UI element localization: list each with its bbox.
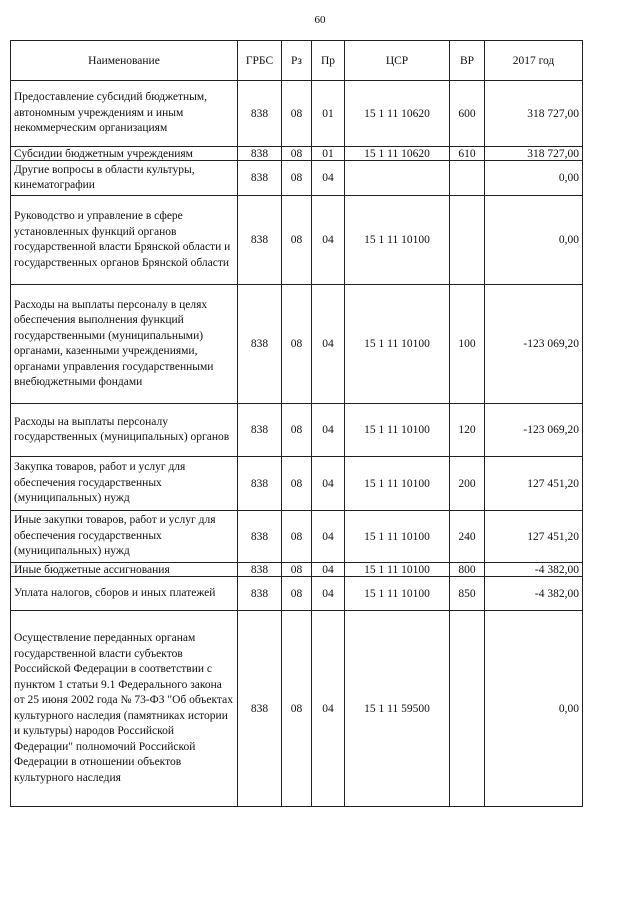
row-pr: 01 — [312, 81, 345, 147]
row-csr: 15 1 11 59500 — [345, 611, 450, 807]
row-name: Другие вопросы в области культуры, кинематографии — [11, 161, 238, 196]
row-pr: 04 — [312, 577, 345, 611]
row-vr — [450, 196, 485, 285]
row-amount: 0,00 — [485, 196, 583, 285]
header-rz: Рз — [282, 41, 312, 81]
table-row — [11, 404, 583, 457]
row-rz: 08 — [282, 285, 312, 404]
row-rz: 08 — [282, 611, 312, 807]
row-csr: 15 1 11 10620 — [345, 147, 450, 161]
header-grbs: ГРБС — [238, 41, 282, 81]
row-vr: 800 — [450, 563, 485, 577]
table-row — [11, 611, 583, 807]
table-row — [11, 511, 583, 563]
row-grbs: 838 — [238, 457, 282, 511]
row-rz: 08 — [282, 196, 312, 285]
table-row — [11, 285, 583, 404]
row-amount: -123 069,20 — [485, 404, 583, 457]
row-amount: 0,00 — [485, 611, 583, 807]
table-row — [11, 577, 583, 611]
row-rz: 08 — [282, 81, 312, 147]
budget-table — [10, 40, 583, 807]
page-number: 60 — [314, 14, 326, 26]
row-csr: 15 1 11 10620 — [345, 81, 450, 147]
row-vr: 100 — [450, 285, 485, 404]
row-name: Иные бюджетные ассигнования — [11, 563, 238, 577]
row-vr — [450, 611, 485, 807]
row-vr: 850 — [450, 577, 485, 611]
row-csr: 15 1 11 10100 — [345, 511, 450, 563]
row-grbs: 838 — [238, 404, 282, 457]
row-vr: 120 — [450, 404, 485, 457]
row-name: Расходы на выплаты персоналу в целях обеспечения выполнения функций государственными (муниципальными) органами, казенными учреждениями, органами управления государственными внебюджетными фондами — [11, 285, 238, 404]
row-amount: -4 382,00 — [485, 563, 583, 577]
header-name: Наименование — [11, 41, 238, 81]
row-pr: 01 — [312, 147, 345, 161]
row-amount: 0,00 — [485, 161, 583, 196]
row-vr: 600 — [450, 81, 485, 147]
row-grbs: 838 — [238, 147, 282, 161]
row-rz: 08 — [282, 563, 312, 577]
row-csr: 15 1 11 10100 — [345, 457, 450, 511]
table-row — [11, 196, 583, 285]
row-rz: 08 — [282, 404, 312, 457]
row-grbs: 838 — [238, 577, 282, 611]
row-name: Закупка товаров, работ и услуг для обеспечения государственных (муниципальных) нужд — [11, 457, 238, 511]
row-pr: 04 — [312, 457, 345, 511]
row-pr: 04 — [312, 511, 345, 563]
row-name: Осуществление переданных органам государственной власти субъектов Российской Федерации в соответствии с пунктом 1 статьи 9.1 Федерального закона от 25 июня 2002 года № 73-ФЗ "Об объектах культурного наследия (памятниках истории и культуры) народов Российской Федерации" полномочий Российской Федерации в отношении объектов культурного наследия — [11, 611, 238, 807]
row-grbs: 838 — [238, 81, 282, 147]
row-grbs: 838 — [238, 196, 282, 285]
row-name: Субсидии бюджетным учреждениям — [11, 147, 238, 161]
row-name: Руководство и управление в сфере установленных функций органов государственной власти Брянской области и государственных органов Брянской области — [11, 196, 238, 285]
row-amount: -4 382,00 — [485, 577, 583, 611]
row-csr: 15 1 11 10100 — [345, 404, 450, 457]
row-vr: 240 — [450, 511, 485, 563]
row-rz: 08 — [282, 511, 312, 563]
table-row — [11, 457, 583, 511]
table-row — [11, 161, 583, 196]
header-vr: ВР — [450, 41, 485, 81]
row-name: Предоставление субсидий бюджетным, автономным учреждениям и иным некоммерческим организациям — [11, 81, 238, 147]
row-csr: 15 1 11 10100 — [345, 577, 450, 611]
row-csr: 15 1 11 10100 — [345, 196, 450, 285]
row-amount: 127 451,20 — [485, 457, 583, 511]
row-amount: 318 727,00 — [485, 147, 583, 161]
table-header-row — [11, 41, 583, 81]
table-row — [11, 563, 583, 577]
row-grbs: 838 — [238, 611, 282, 807]
row-grbs: 838 — [238, 563, 282, 577]
header-year: 2017 год — [485, 41, 583, 81]
row-pr: 04 — [312, 161, 345, 196]
row-grbs: 838 — [238, 285, 282, 404]
row-grbs: 838 — [238, 511, 282, 563]
row-pr: 04 — [312, 285, 345, 404]
row-vr: 200 — [450, 457, 485, 511]
row-rz: 08 — [282, 577, 312, 611]
header-pr: Пр — [312, 41, 345, 81]
row-amount: 127 451,20 — [485, 511, 583, 563]
row-pr: 04 — [312, 404, 345, 457]
row-amount: 318 727,00 — [485, 81, 583, 147]
table-row — [11, 81, 583, 147]
row-pr: 04 — [312, 563, 345, 577]
table-row — [11, 147, 583, 161]
row-name: Расходы на выплаты персоналу государственных (муниципальных) органов — [11, 404, 238, 457]
row-rz: 08 — [282, 147, 312, 161]
row-name: Уплата налогов, сборов и иных платежей — [11, 577, 238, 611]
row-vr: 610 — [450, 147, 485, 161]
row-csr: 15 1 11 10100 — [345, 563, 450, 577]
row-amount: -123 069,20 — [485, 285, 583, 404]
row-name: Иные закупки товаров, работ и услуг для обеспечения государственных (муниципальных) нужд — [11, 511, 238, 563]
row-grbs: 838 — [238, 161, 282, 196]
row-pr: 04 — [312, 196, 345, 285]
row-vr — [450, 161, 485, 196]
row-rz: 08 — [282, 457, 312, 511]
row-csr — [345, 161, 450, 196]
header-csr: ЦСР — [345, 41, 450, 81]
row-csr: 15 1 11 10100 — [345, 285, 450, 404]
row-rz: 08 — [282, 161, 312, 196]
row-pr: 04 — [312, 611, 345, 807]
